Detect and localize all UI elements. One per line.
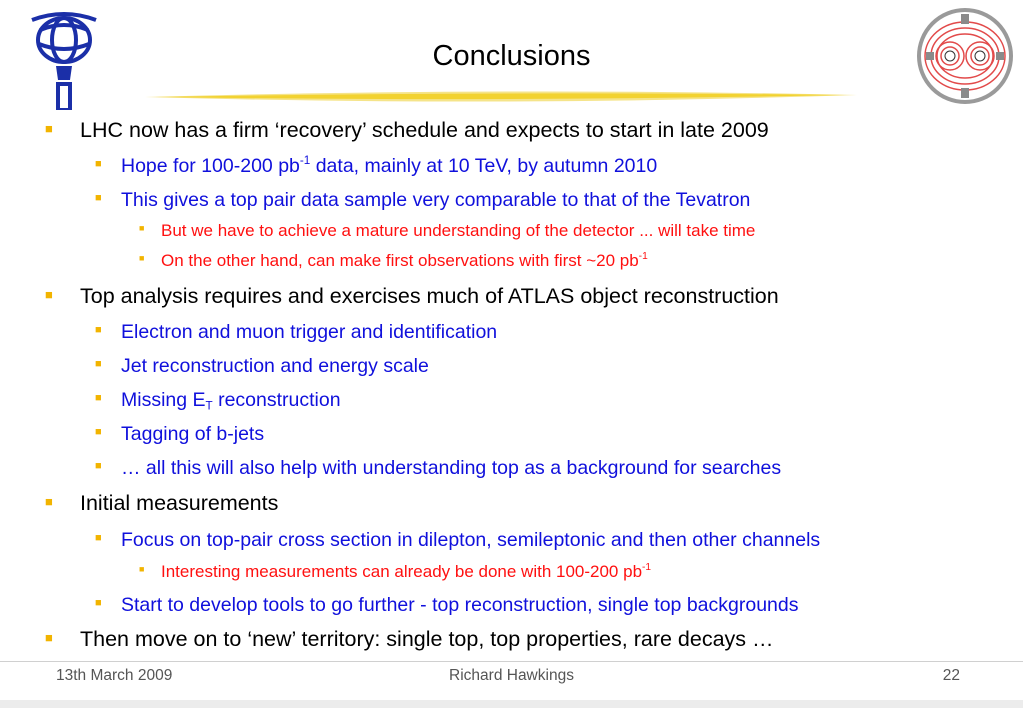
bullet-marker-icon: ■ <box>95 597 102 609</box>
bullet-text: Missing E <box>121 389 206 411</box>
footer-divider <box>0 661 1023 662</box>
bullet-text: But we have to achieve a mature understanding of the detector ... will take time <box>161 221 756 240</box>
superscript: -1 <box>642 561 652 573</box>
bullet-level-2 <box>95 389 341 413</box>
bullet-marker-icon: ■ <box>95 358 102 370</box>
bullet-text: Hope for 100-200 pb <box>121 155 300 177</box>
bullet-level-3 <box>139 250 648 271</box>
bullet-text: Then move on to ‘new’ territory: single top, top properties, rare decays … <box>80 627 774 651</box>
bullet-level-2 <box>95 355 429 378</box>
bullet-marker-icon: ■ <box>95 460 102 472</box>
bullet-level-3 <box>139 221 756 241</box>
bullet-level-1 <box>45 491 279 516</box>
bullet-text-continued: reconstruction <box>212 389 341 411</box>
bullet-marker-icon: ■ <box>45 494 53 509</box>
bullet-marker-icon: ■ <box>139 223 145 233</box>
bullet-level-1 <box>45 118 769 143</box>
bullet-marker-icon: ■ <box>139 564 145 574</box>
bullet-level-2 <box>95 529 821 552</box>
bullet-text: Tagging of b-jets <box>121 423 265 445</box>
bullet-marker-icon: ■ <box>95 392 102 404</box>
bullet-marker-icon: ■ <box>95 192 102 204</box>
bullet-marker-icon: ■ <box>45 287 53 302</box>
footer-author: Richard Hawkings <box>449 667 574 684</box>
slide-title: Conclusions <box>432 40 591 72</box>
bullet-text: This gives a top pair data sample very comparable to that of the Tevatron <box>121 189 751 211</box>
bullet-level-1 <box>45 627 774 652</box>
bullet-text: Initial measurements <box>80 491 279 515</box>
bullet-level-2 <box>95 423 265 446</box>
title-underline-swoosh <box>145 87 857 107</box>
superscript: -1 <box>299 153 311 167</box>
bullet-level-3 <box>139 561 652 582</box>
bullet-marker-icon: ■ <box>139 253 145 263</box>
bullet-level-2 <box>95 594 799 617</box>
bullet-marker-icon: ■ <box>95 532 102 544</box>
bullet-text-continued: data, mainly at 10 TeV, by autumn 2010 <box>310 155 658 177</box>
bullet-marker-icon: ■ <box>45 121 53 136</box>
bullet-level-2 <box>95 189 751 212</box>
bullet-text: Electron and muon trigger and identification <box>121 321 498 343</box>
bullet-marker-icon: ■ <box>95 426 102 438</box>
bullet-marker-icon: ■ <box>95 324 102 336</box>
bullet-text: Focus on top-pair cross section in dilepton, semileptonic and then other channels <box>121 529 821 551</box>
bullet-marker-icon: ■ <box>95 158 102 170</box>
bullet-level-2 <box>95 153 658 178</box>
bullet-text: On the other hand, can make first observations with first ~20 pb <box>161 251 639 270</box>
footer-date: 13th March 2009 <box>56 667 173 684</box>
footer-page-number: 22 <box>942 667 960 684</box>
subscript: T <box>205 399 213 413</box>
bullet-text: … all this will also help with understanding top as a background for searches <box>121 457 782 479</box>
bullet-text: Jet reconstruction and energy scale <box>121 355 429 377</box>
bullet-text: Interesting measurements can already be done with 100-200 pb <box>161 562 643 581</box>
bullet-text: Start to develop tools to go further - top reconstruction, single top backgrounds <box>121 594 799 616</box>
bullet-level-2 <box>95 457 782 480</box>
superscript: -1 <box>638 250 648 262</box>
bullet-text: LHC now has a firm ‘recovery’ schedule and expects to start in late 2009 <box>80 118 769 142</box>
bullet-level-2 <box>95 321 498 344</box>
bullet-marker-icon: ■ <box>45 630 53 645</box>
bullet-text: Top analysis requires and exercises much of ATLAS object reconstruction <box>80 284 779 308</box>
bottom-bar <box>0 700 1023 708</box>
bullet-level-1 <box>45 284 779 309</box>
